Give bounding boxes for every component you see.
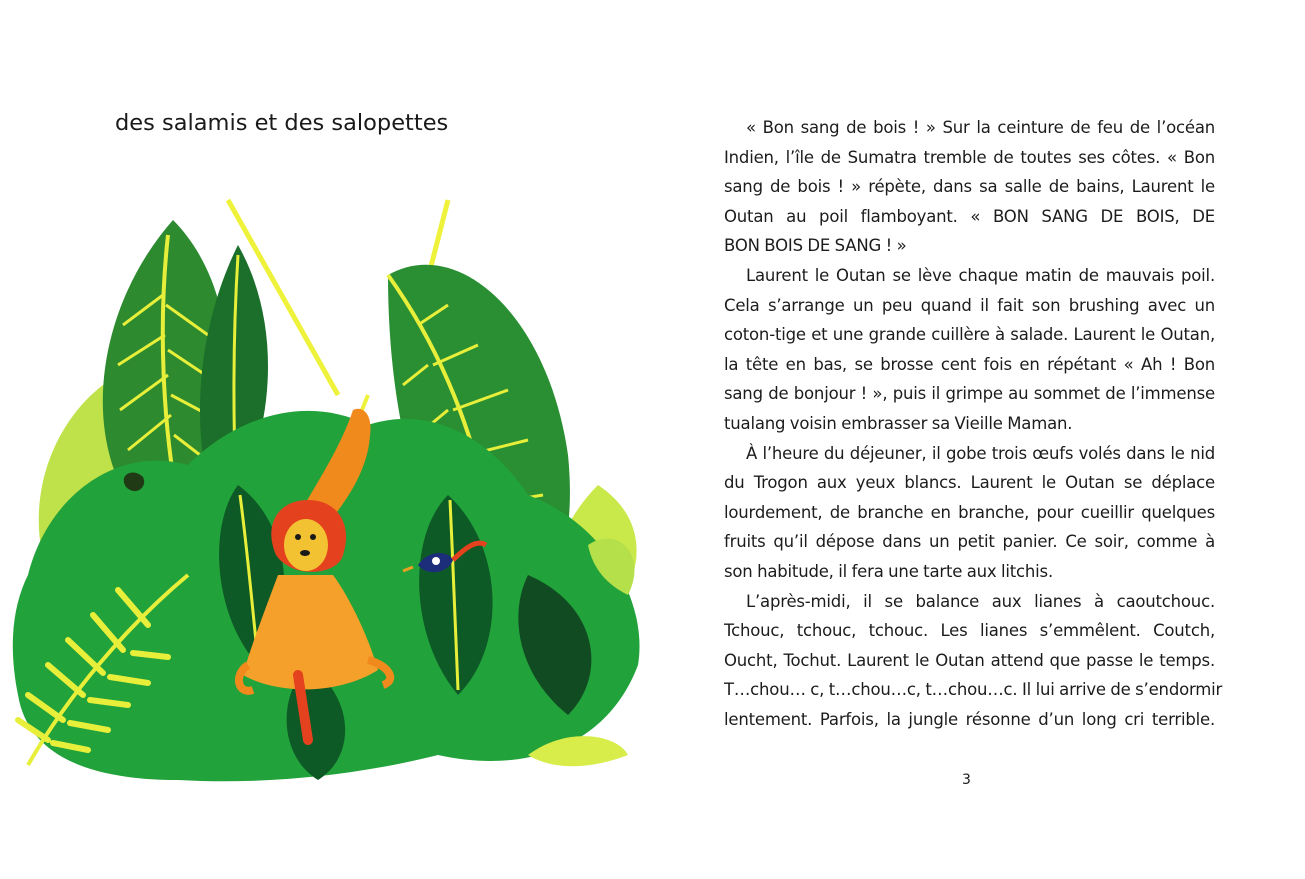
text-line: sang de bois ! » répète, dans sa salle de bains, Laurent le [724,177,1215,197]
text-line: sang de bonjour ! », puis il grimpe au sommet de l’immense [724,384,1215,404]
text-line: du Trogon aux yeux blancs. Laurent le Outan se déplace [724,473,1215,493]
text-line: Oucht, Tochut. Laurent le Outan attend que passe le temps. [724,650,1215,670]
paragraph [724,587,1223,735]
text-line: la tête en bas, se brosse cent fois en répétant « Ah ! Bon [724,354,1215,374]
text-line: lourdement, de branche en branche, pour cueillir quelques [724,502,1215,522]
text-line: T…chou… c, t…chou…c, t…chou…c. Il lui arrive de s’endormir [724,680,1223,700]
body-text [724,113,1223,734]
text-line: lentement. Parfois, la jungle résonne d’un long cri terrible. [724,709,1215,729]
page-number: 3 [962,772,971,788]
text-line: L’après-midi, il se balance aux lianes à caoutchouc. [746,591,1215,611]
text-line: Cela s’arrange un peu quand il fait son brushing avec un [724,295,1215,315]
jungle-orangutan-illustration [8,195,658,785]
text-line: Tchouc, tchouc, tchouc. Les lianes s’emmêlent. Coutch, [724,621,1215,641]
text-line: coton-tige et une grande cuillère à salade. Laurent le Outan, [724,325,1215,345]
chapter-title: des salamis et des salopettes [115,110,449,136]
text-line: son habitude, il fera une tarte aux litchis. [724,561,1053,581]
text-line: Indien, l’île de Sumatra tremble de toutes ses côtes. « Bon [724,147,1215,167]
text-line: Outan au poil flamboyant. « BON SANG DE BOIS, DE [724,206,1215,226]
paragraph [724,439,1215,587]
text-line: BON BOIS DE SANG ! » [724,236,907,256]
paragraph [724,113,1215,261]
text-line: « Bon sang de bois ! » Sur la ceinture de feu de l’océan [746,118,1215,137]
text-line: À l’heure du déjeuner, il gobe trois œufs volés dans le nid [746,443,1215,463]
paragraph [724,261,1215,439]
text-line: tualang voisin embrasser sa Vieille Maman. [724,413,1073,433]
text-line: fruits qu’il dépose dans un petit panier. Ce soir, comme à [724,532,1215,552]
text-line: Laurent le Outan se lève chaque matin de mauvais poil. [746,265,1215,285]
